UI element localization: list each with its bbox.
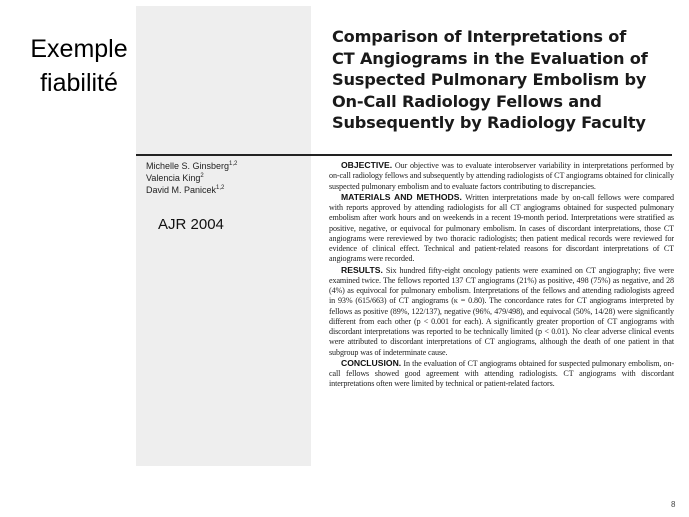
slide-title-line-2: fiabilité [40, 69, 118, 97]
section-heading: CONCLUSION. [341, 357, 402, 368]
slide-title [14, 32, 144, 100]
page-number: 8 [671, 500, 676, 509]
author-name: Michelle S. Ginsberg [146, 161, 230, 171]
paper-title-line: Suspected Pulmonary Embolism by [332, 70, 647, 89]
author-name: Valencia King [146, 173, 201, 183]
abstract-results [329, 265, 674, 358]
abstract [329, 160, 674, 390]
section-text: Six hundred fifty-eight oncology patients were examined on CT angiography; five were examined twice. The fellows reported 137 CT angiograms (21%) as positive, 498 (75%) as negative, and 28 (4%) as equivocal for pulmonary embolism. Interpretations of the fellows and attending radiologists agreed in 93% (615/663) of CT angiograms (κ = 0.80). The concordance rates for CT angiograms interpreted by fellows as positive (89%, 122/137), negative (96%, 479/498), and equivocal (50%, 14/28) were significantly different from each other (p < 0.001 for each). A significantly greater proportion of CT angiograms with discordant interpretations was reported to be technically limited (p < 0.01). No clear adverse clinical events were attributed to discordant interpretations of CT angiograms, although the death of one patient in that subgroup was of indeterminate cause. [329, 265, 674, 357]
author-affiliation: 1,2 [216, 185, 225, 191]
section-text: Our objective was to evaluate interobserver variability in interpretations performed by on-call radiology fellows and subsequently by attending radiologists of CT angiograms obtained for clinically suspected pulmonary embolism and to evaluate factors contributing to discrepancies. [329, 161, 674, 191]
author-affiliation: 1,2 [229, 161, 238, 167]
slide-title-line-1: Exemple [30, 35, 128, 63]
author [146, 172, 296, 184]
paper-title-line: On-Call Radiology Fellows and [332, 91, 602, 111]
paper-title [332, 26, 677, 134]
section-heading: MATERIALS AND METHODS. [341, 191, 462, 202]
author [146, 184, 296, 196]
journal-citation: AJR 2004 [158, 216, 224, 233]
title-divider [136, 154, 672, 156]
abstract-objective [329, 160, 674, 192]
section-heading: OBJECTIVE. [341, 160, 393, 170]
section-heading: RESULTS. [341, 264, 383, 275]
section-text: In the evaluation of CT angiograms obtained for suspected pulmonary embolism, on-call fellows showed good agreement with attending radiologists. CT angiograms with discordant interpretations often were limited by technical or patient-related factors. [329, 358, 674, 389]
paper-title-line: Comparison of Interpretations of [332, 27, 627, 46]
abstract-methods [329, 192, 674, 265]
paper-scan [136, 6, 681, 466]
author [146, 160, 296, 172]
author-list [146, 160, 296, 196]
author-affiliation: 2 [200, 173, 204, 179]
scan-shade [136, 6, 311, 466]
abstract-conclusion [329, 358, 674, 390]
section-text: Written interpretations made by on-call fellows were compared with reports approved by attending radiologists for all CT angiograms obtained for suspected pulmonary embolism after work hours and on weekends in a recent 19-month period. Interpretations were stratified as positive, negative, or equivocal for pulmonary embolism. In cases of discordant interpretations, those CT angiograms were rereviewed by two thoracic radiologists; then patient medical records were reviewed for evidence of clinical effect. Technical and patient-related reasons for discordant interpretations of CT angiograms were recorded. [329, 192, 674, 264]
paper-title-line: Subsequently by Radiology Faculty [332, 113, 646, 132]
author-name: David M. Panicek [146, 185, 217, 195]
paper-title-line: CT Angiograms in the Evaluation of [332, 48, 648, 68]
